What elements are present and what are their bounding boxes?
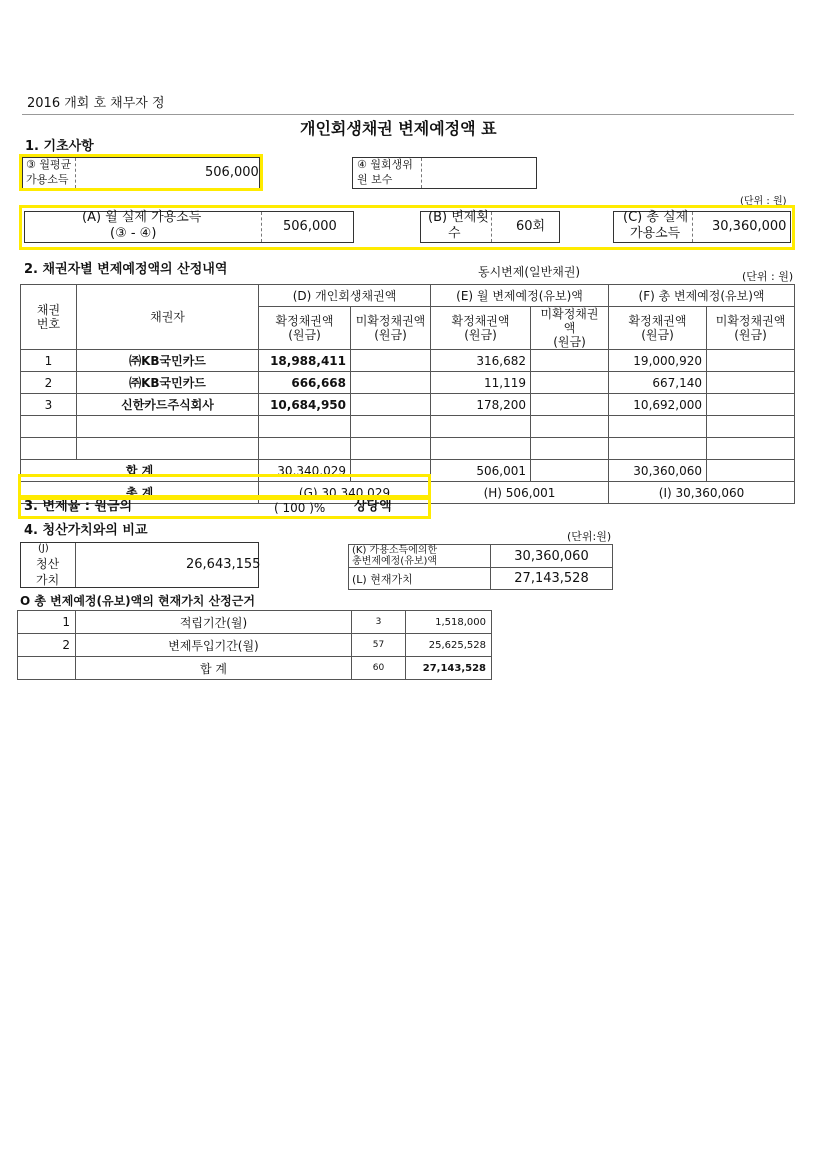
pv-total-amount: 27,143,528 <box>406 657 492 680</box>
section1-unit: (단위 : 원) <box>740 196 787 207</box>
l-label: (L) 현재가치 <box>349 568 491 590</box>
section2-unit: (단위 : 원) <box>742 270 794 283</box>
section1-heading: 1. 기초사항 <box>25 139 94 154</box>
total-row <box>18 657 492 680</box>
section3-text-a: 3. 변제율 : 원금의 <box>24 499 133 514</box>
highlight-repayment-rate <box>18 497 431 519</box>
pv-total-months: 60 <box>352 657 406 680</box>
a-label-1: (A) 월 실제 가용소득 <box>82 210 202 225</box>
l-value: 27,143,528 <box>491 568 613 590</box>
table-header-row <box>21 285 795 307</box>
creditor-table <box>20 284 795 504</box>
section2-heading: 2. 채권자별 변제예정액의 산정내역 <box>24 262 228 277</box>
subtotal-label: 합 계 <box>21 460 259 482</box>
col-group-e: (E) 월 변제예정(유보)액 <box>431 285 609 307</box>
total-h: (H) 506,001 <box>431 482 609 504</box>
highlight-a-b-c <box>19 205 795 250</box>
col-group-d: (D) 개인회생채권액 <box>259 285 431 307</box>
section3-rate: ( 100 )% <box>274 501 326 515</box>
monthly-income-value: 506,000 <box>205 165 259 180</box>
header-rule <box>22 114 794 115</box>
subtotal-d: 30,340,029 <box>259 460 351 482</box>
total-label: 총 계 <box>21 482 259 504</box>
section5-heading: O 총 변제예정(유보)액의 현재가치 산정근거 <box>20 594 255 608</box>
total-i: (I) 30,360,060 <box>609 482 795 504</box>
case-header: 2016 개회 호 채무자 정 <box>27 96 165 111</box>
page-title: 개인회생채권 변제예정액 표 <box>300 119 497 138</box>
highlight-total-g <box>18 474 431 498</box>
present-value-table <box>17 610 492 680</box>
trustee-fee-label-2: 원 보수 <box>357 173 393 186</box>
k-row <box>349 545 613 568</box>
table-row-empty <box>21 416 795 438</box>
k-value: 30,360,060 <box>491 545 613 568</box>
b-value: 60회 <box>516 219 546 234</box>
col-creditor: 채권자 <box>77 285 259 350</box>
sub-d-confirmed: 확정채권액 (원금) <box>259 307 351 350</box>
table-row: 3 신한카드주식회사 10,684,950 178,200 10,692,000 <box>21 394 795 416</box>
a-value: 506,000 <box>283 219 337 234</box>
j-value: 26,643,155 <box>186 557 261 572</box>
trustee-fee-label-1: ④ 월회생위 <box>357 158 413 171</box>
c-value: 30,360,000 <box>712 219 787 234</box>
table-row: 1 ㈜KB국민카드 18,988,411 316,682 19,000,920 <box>21 350 795 372</box>
monthly-income-label-2: 가용소득 <box>26 173 69 186</box>
cell-divider <box>75 543 76 587</box>
c-label-2: 가용소득 <box>630 226 681 241</box>
table-row: 2 ㈜KB국민카드 666,668 11,119 667,140 <box>21 372 795 394</box>
j-label-2: 청산 <box>36 557 60 571</box>
sub-f-confirmed: 확정채권액 (원금) <box>609 307 707 350</box>
a-label-2: (③ - ④) <box>110 226 157 241</box>
sub-e-confirmed: 확정채권액 (원금) <box>431 307 531 350</box>
pv-total-label: 합 계 <box>76 657 352 680</box>
k-label: (K) 가용소득에의한 총변제예정(유보)액 <box>349 545 491 568</box>
c-label-1: (C) 총 실제 <box>623 210 689 225</box>
section3-text-c: 상당액 <box>354 499 392 514</box>
col-no: 채권 번호 <box>21 285 77 350</box>
kl-table <box>348 544 613 590</box>
monthly-income-label-1: ③ 월평균 <box>26 158 72 171</box>
highlight-monthly-income <box>19 154 263 191</box>
subtotal-e: 506,001 <box>431 460 531 482</box>
table-row: 2 변제투입기간(월) 57 25,625,528 <box>18 634 492 657</box>
sub-d-unconfirmed: 미확정채권액 (원금) <box>351 307 431 350</box>
table-row: 1 적립기간(월) 3 1,518,000 <box>18 611 492 634</box>
subtotal-f: 30,360,060 <box>609 460 707 482</box>
b-label-1: (B) 변제횟 <box>428 210 489 225</box>
total-g: (G) 30,340,029 <box>259 482 431 504</box>
table-row-empty <box>21 438 795 460</box>
section4-unit: (단위:원) <box>567 530 612 543</box>
col-group-f: (F) 총 변제예정(유보)액 <box>609 285 795 307</box>
sub-f-unconfirmed: 미확정채권액 (원금) <box>707 307 795 350</box>
j-label-3: 가치 <box>36 573 60 587</box>
l-row <box>349 568 613 590</box>
sub-e-unconfirmed: 미확정채권액 (원금) <box>531 307 609 350</box>
section4-heading: 4. 청산가치와의 비교 <box>24 523 148 538</box>
cell-divider <box>421 158 422 188</box>
b-label-2: 수 <box>448 226 461 241</box>
section2-type-note: 동시변제(일반채권) <box>478 265 581 279</box>
j-label-1: (J) <box>38 543 49 554</box>
